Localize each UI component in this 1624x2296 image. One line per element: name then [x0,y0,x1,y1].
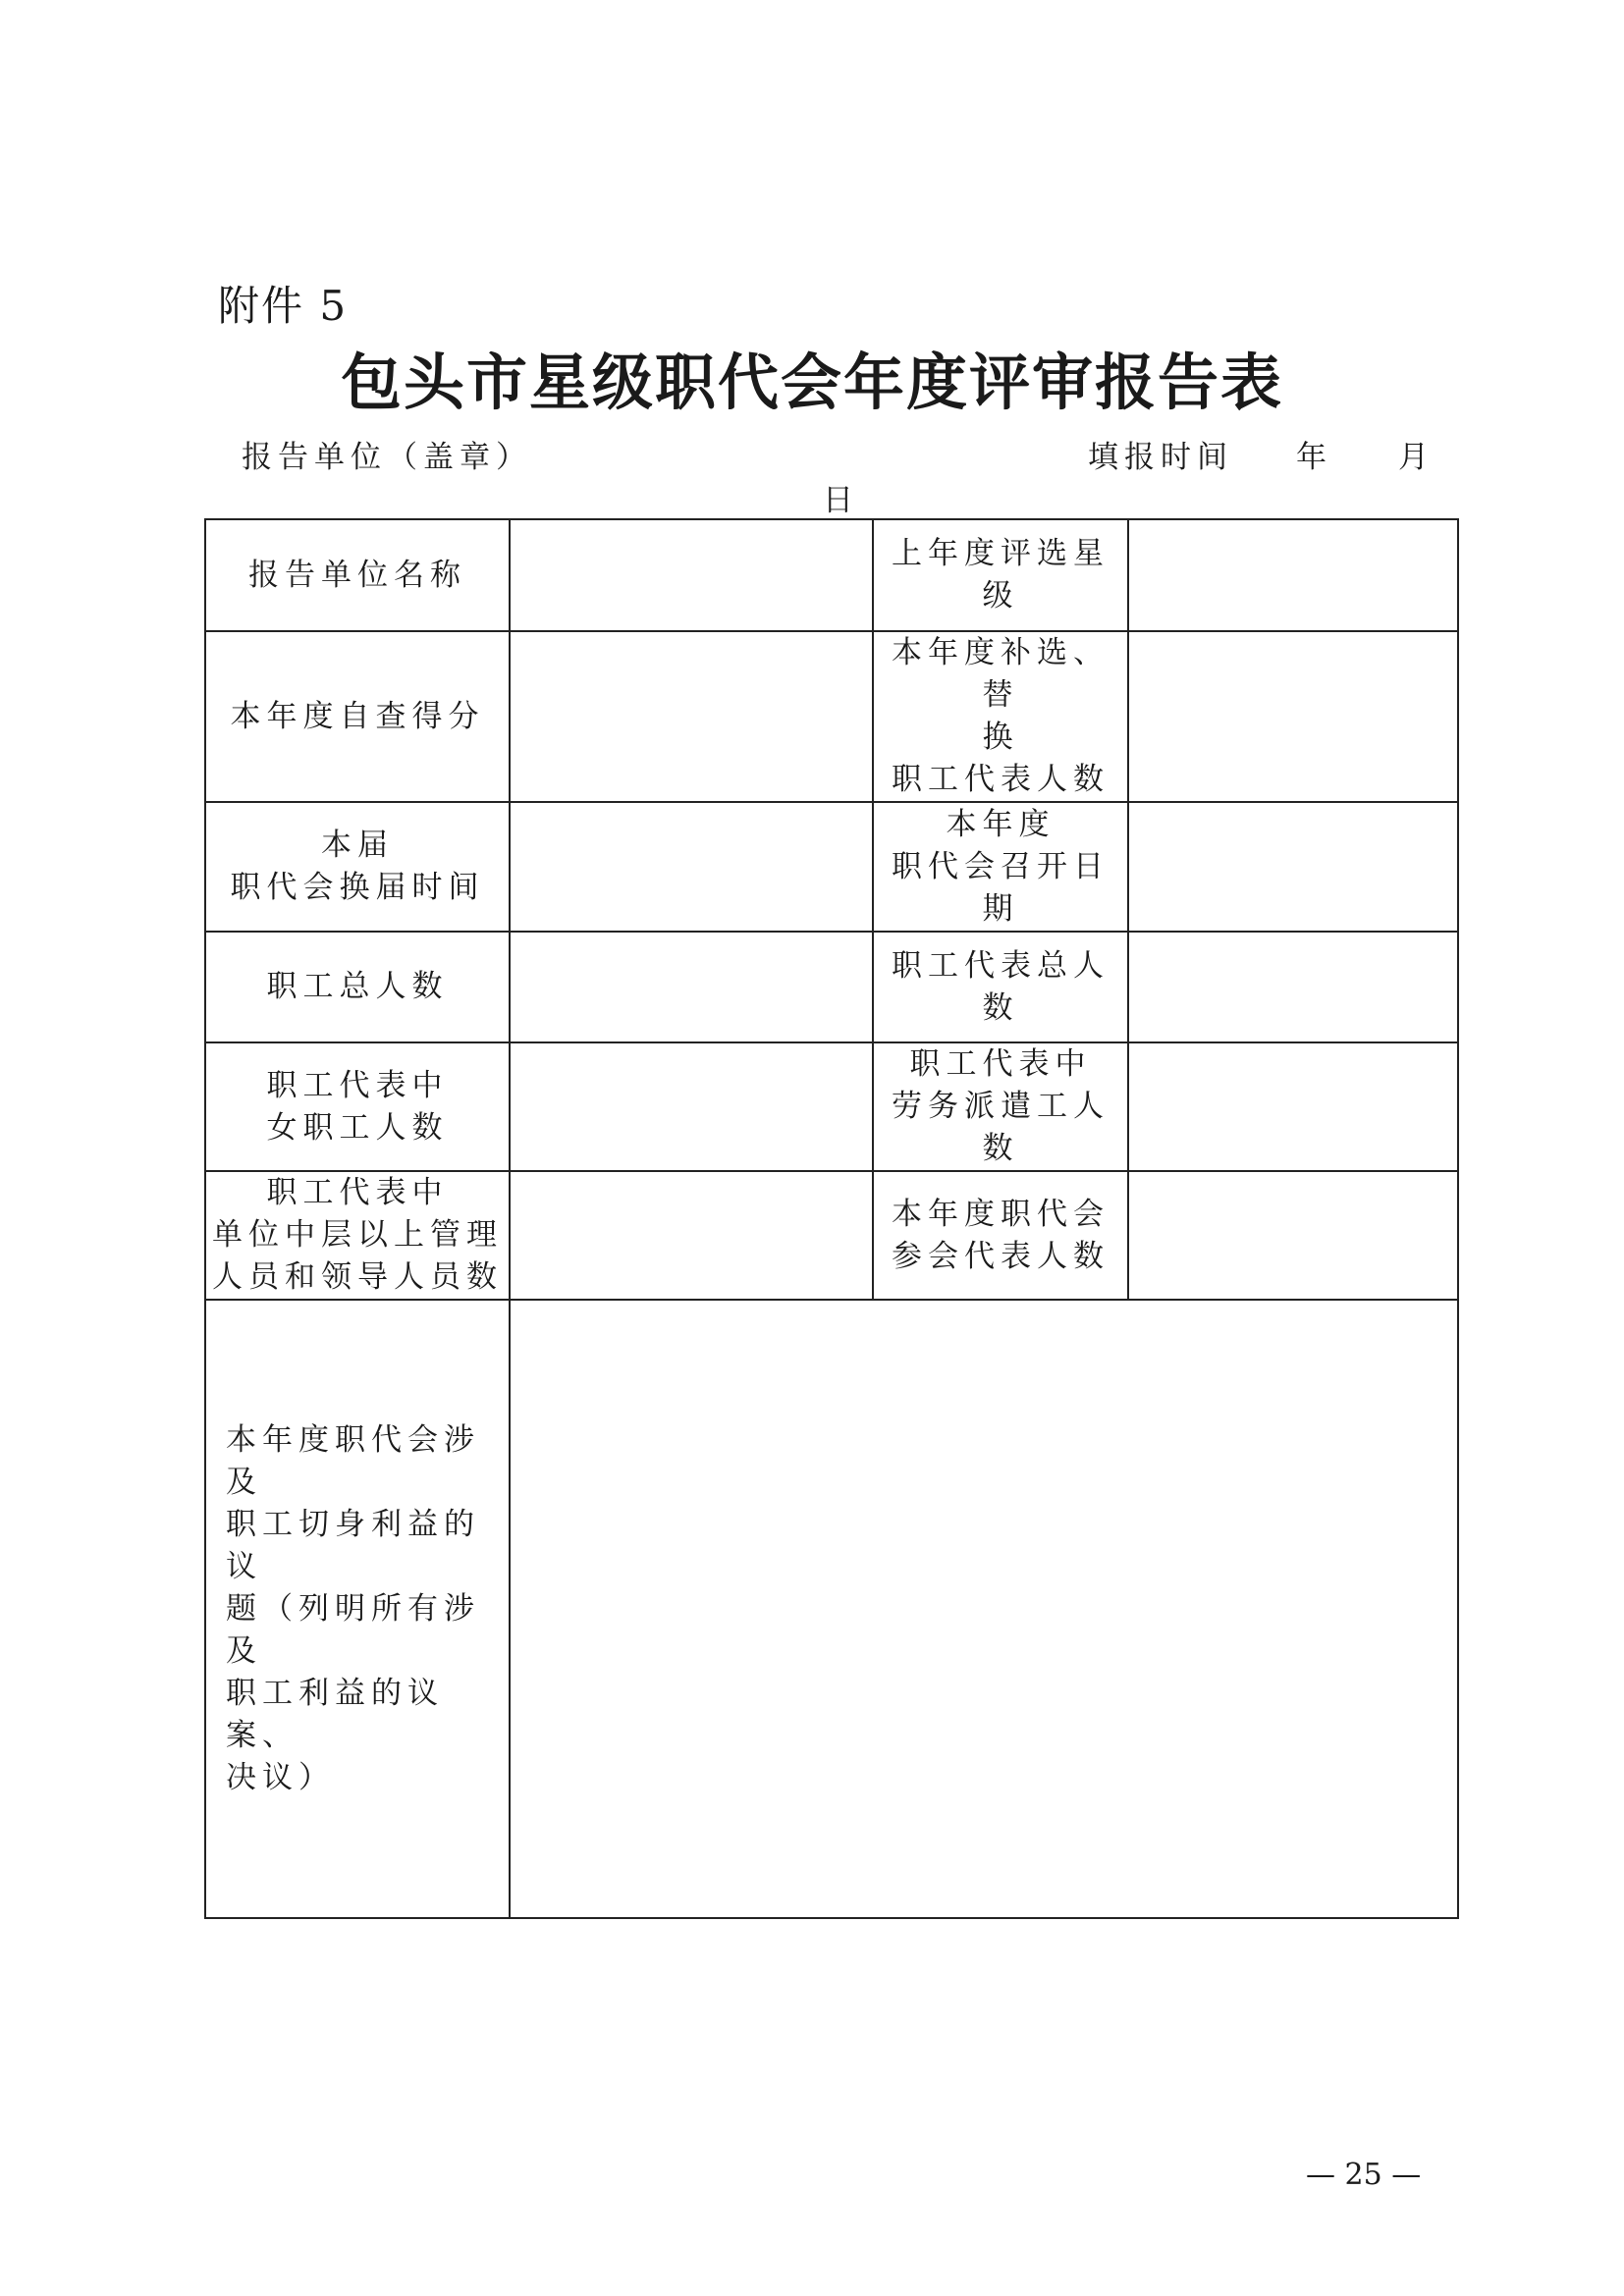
unit-name-field[interactable] [510,519,873,631]
page-number: — 25 — [1306,2158,1422,2192]
row-label-female-reps: 职工代表中 女职工人数 [205,1042,510,1171]
total-staff-field[interactable] [510,932,873,1042]
month-label: 月 [1398,440,1435,475]
row-label-manager-reps: 职工代表中 单位中层以上管理 人员和领导人员数 [205,1171,510,1300]
document-title: 包头市星级职代会年度评审报告表 [340,347,1283,418]
table-row [205,932,1458,1042]
row-label-replaced-reps: 本年度补选、替 换 职工代表人数 [873,631,1128,802]
table-row [205,1042,1458,1171]
replaced-reps-field[interactable] [1128,631,1458,802]
row-label-meeting-date: 本年度 职代会召开日 期 [873,802,1128,932]
fill-time-label: 填报时间 [1088,440,1233,475]
row-label-unit-name: 报告单位名称 [205,519,510,631]
row-label-total-staff: 职工总人数 [205,932,510,1042]
table-row [205,802,1458,932]
table-row [205,519,1458,631]
last-year-star-field[interactable] [1128,519,1458,631]
table-row [205,631,1458,802]
attachment-label: 附件 5 [218,282,349,330]
female-reps-field[interactable] [510,1042,873,1171]
row-label-term-change-time: 本届 职代会换届时间 [205,802,510,932]
row-label-total-reps: 职工代表总人 数 [873,932,1128,1042]
year-label: 年 [1296,440,1332,475]
table-row [205,1300,1458,1918]
row-label-last-year-star: 上年度评选星 级 [873,519,1128,631]
term-change-time-field[interactable] [510,802,873,932]
meeting-date-field[interactable] [1128,802,1458,932]
table-row [205,1171,1458,1300]
report-table [204,518,1459,1919]
total-reps-field[interactable] [1128,932,1458,1042]
dispatched-reps-field[interactable] [1128,1042,1458,1171]
row-label-topics: 本年度职代会涉及 职工切身利益的议 题（列明所有涉及 职工利益的议案、 决议） [205,1300,510,1918]
row-label-self-score: 本年度自查得分 [205,631,510,802]
row-label-dispatched-reps: 职工代表中 劳务派遣工人 数 [873,1042,1128,1171]
attending-reps-field[interactable] [1128,1171,1458,1300]
manager-reps-field[interactable] [510,1171,873,1300]
row-label-attending-reps: 本年度职代会 参会代表人数 [873,1171,1128,1300]
day-label: 日 [823,483,859,518]
topics-field[interactable] [510,1300,1458,1918]
self-score-field[interactable] [510,631,873,802]
reporting-unit-label: 报告单位（盖章） [242,440,532,475]
